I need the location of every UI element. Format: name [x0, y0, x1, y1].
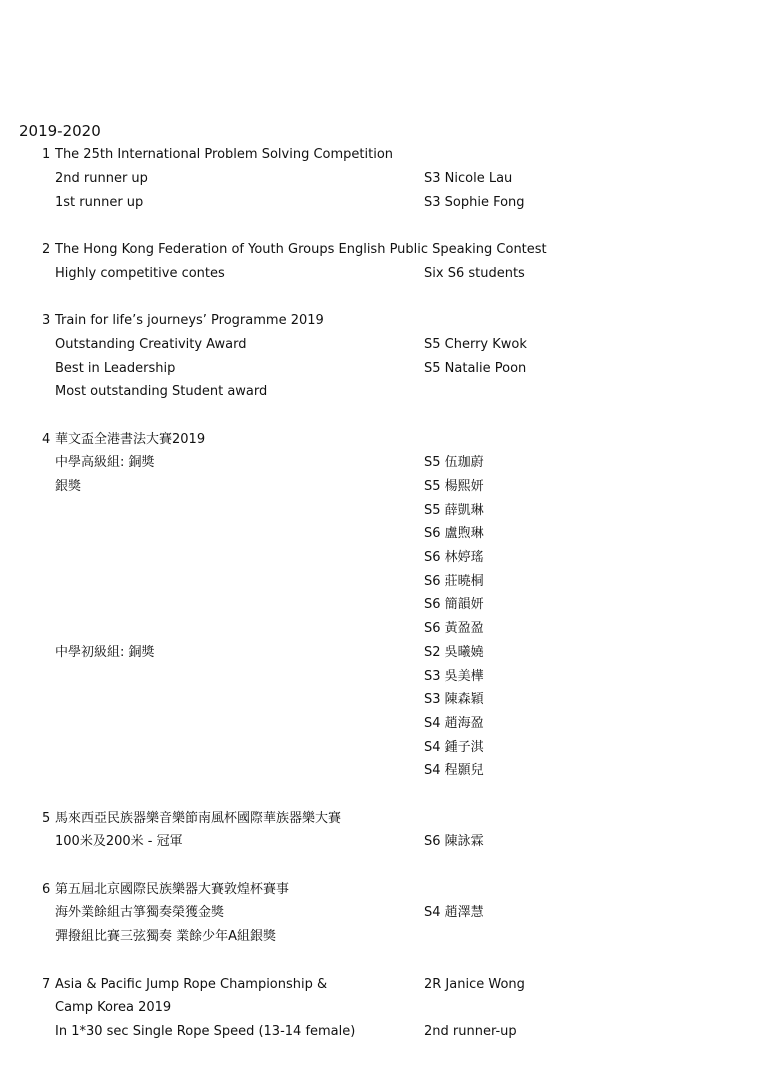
item-number: 3	[42, 313, 51, 328]
item-text: 中學初級組: 銅獎	[55, 645, 155, 660]
list-item	[0, 925, 764, 949]
list-item	[0, 736, 764, 760]
item-recipient: S5 楊熙妍	[424, 479, 484, 494]
item-recipient: S6 簡韻妍	[424, 597, 484, 612]
item-recipient: 2R Janice Wong	[424, 977, 525, 992]
list-item	[0, 357, 764, 381]
item-recipient: S5 薛凱琳	[424, 503, 484, 518]
item-recipient: 2nd runner-up	[424, 1024, 517, 1039]
item-text: 銀獎	[55, 479, 82, 494]
item-text: Most outstanding Student award	[55, 384, 268, 399]
item-number: 5	[42, 811, 51, 826]
item-recipient: S3 吳美樺	[424, 669, 484, 684]
item-recipient: S6 黃盈盈	[424, 621, 484, 636]
item-text: 100米及200米 - 冠軍	[55, 834, 183, 849]
list-item	[0, 167, 764, 191]
list-item	[0, 617, 764, 641]
item-recipient: S6 莊曉桐	[424, 574, 484, 589]
list-item	[0, 499, 764, 523]
item-number: 1	[42, 147, 51, 162]
list-item	[0, 333, 764, 357]
item-recipient: S2 吳曦嬈	[424, 645, 484, 660]
item-text: 彈撥組比賽三弦獨奏 業餘少年A組銀獎	[55, 929, 277, 944]
list-item	[0, 641, 764, 665]
item-recipient: S5 伍珈蔚	[424, 455, 484, 470]
item-text: The Hong Kong Federation of Youth Groups English Public Speaking Contest	[55, 242, 547, 257]
item-text: 第五屆北京國際民族樂器大賽敦煌杯賽事	[55, 882, 290, 897]
item-number: 4	[42, 432, 51, 447]
list-item	[0, 688, 764, 712]
year-heading: 2019-2020	[19, 122, 101, 140]
list-item	[0, 546, 764, 570]
item-text: In 1*30 sec Single Rope Speed (13-14 female)	[55, 1024, 356, 1039]
list-item	[0, 262, 764, 286]
item-recipient: S5 Cherry Kwok	[424, 337, 527, 352]
list-item	[0, 807, 764, 831]
item-text: Outstanding Creativity Award	[55, 337, 247, 352]
list-item	[0, 143, 764, 167]
list-item	[0, 665, 764, 689]
list-item	[0, 712, 764, 736]
item-recipient: S3 Nicole Lau	[424, 171, 513, 186]
item-text: Best in Leadership	[55, 361, 176, 376]
item-recipient: S4 鍾子淇	[424, 740, 484, 755]
list-item	[0, 830, 764, 854]
list-item	[0, 191, 764, 215]
item-recipient: S6 林婷瑤	[424, 550, 484, 565]
item-recipient: S3 陳森穎	[424, 692, 484, 707]
list-item	[0, 428, 764, 452]
list-item	[0, 309, 764, 333]
item-number: 7	[42, 977, 51, 992]
item-recipient: Six S6 students	[424, 266, 525, 281]
list-item	[0, 1020, 764, 1044]
item-number: 6	[42, 882, 51, 897]
list-item	[0, 522, 764, 546]
item-recipient: S6 盧煦琳	[424, 526, 484, 541]
item-recipient: S4 趙海盈	[424, 716, 484, 731]
item-recipient: S4 程顥兒	[424, 763, 484, 778]
item-text: 華文盃全港書法大賽2019	[55, 432, 206, 447]
list-item	[0, 238, 764, 262]
item-recipient: S6 陳詠霖	[424, 834, 484, 849]
item-recipient: S5 Natalie Poon	[424, 361, 527, 376]
item-text: Camp Korea 2019	[55, 1000, 172, 1015]
item-text: Train for life’s journeys’ Programme 2019	[55, 313, 324, 328]
item-recipient: S4 趙澤慧	[424, 905, 484, 920]
item-number: 2	[42, 242, 51, 257]
list-item	[0, 901, 764, 925]
list-item	[0, 570, 764, 594]
item-text: 馬來西亞民族器樂音樂節南風杯國際華族器樂大賽	[55, 811, 342, 826]
list-item	[0, 878, 764, 902]
item-text: 中學高級組: 銅獎	[55, 455, 155, 470]
item-recipient: S3 Sophie Fong	[424, 195, 525, 210]
list-item	[0, 973, 764, 997]
item-text: Asia & Pacific Jump Rope Championship &	[55, 977, 328, 992]
item-text: 2nd runner up	[55, 171, 148, 186]
item-text: Highly competitive contes	[55, 266, 225, 281]
item-text: The 25th International Problem Solving Competition	[55, 147, 394, 162]
list-item	[0, 996, 764, 1020]
list-item	[0, 451, 764, 475]
item-text: 海外業餘組古箏獨奏榮獲金獎	[55, 905, 225, 920]
list-item	[0, 759, 764, 783]
list-item	[0, 475, 764, 499]
list-item	[0, 593, 764, 617]
item-text: 1st runner up	[55, 195, 144, 210]
list-item	[0, 380, 764, 404]
